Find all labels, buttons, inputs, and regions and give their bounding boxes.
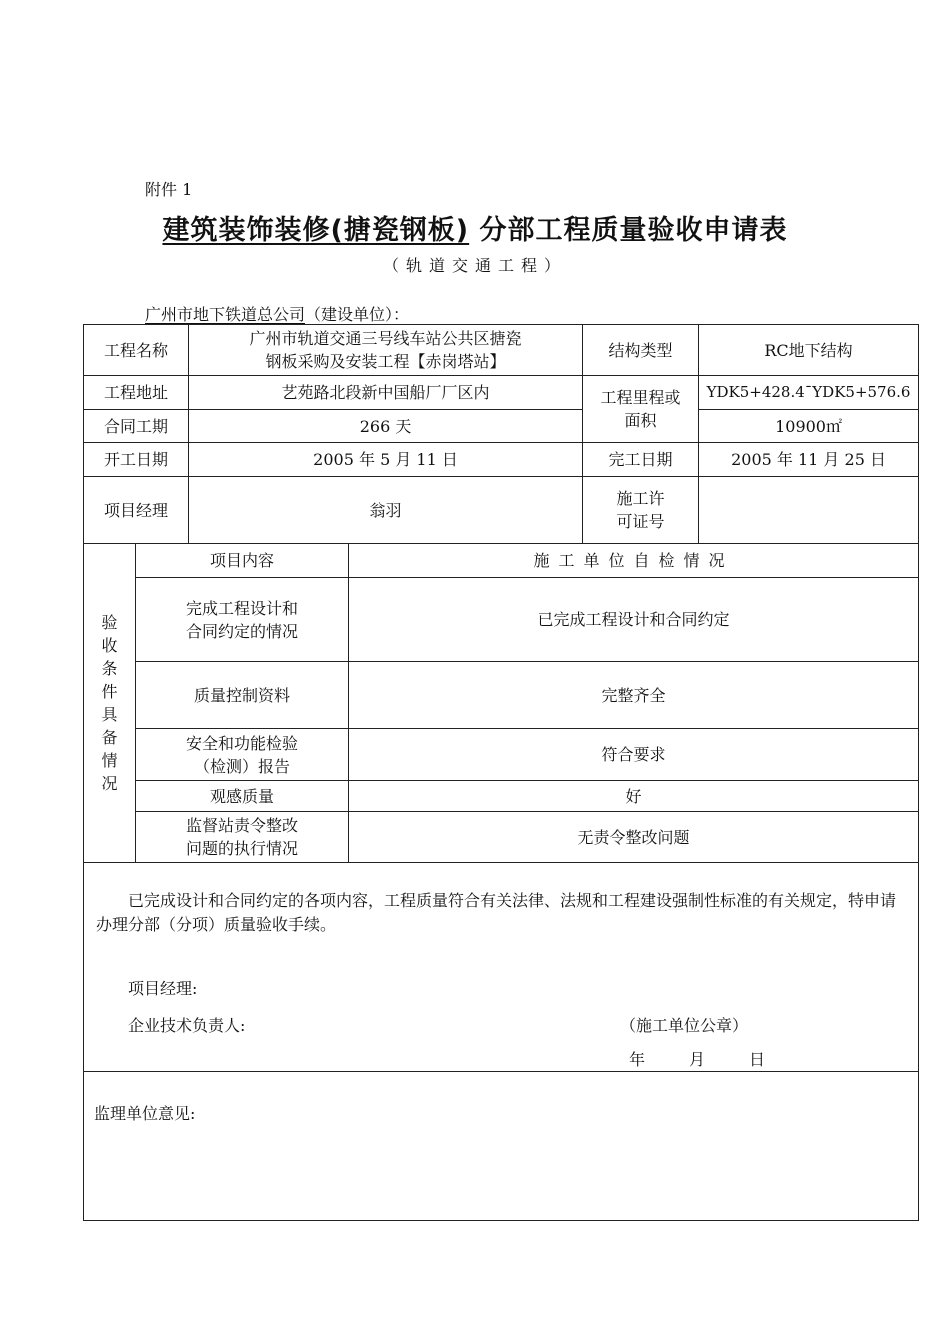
condition-value: 符合要求 [349,729,919,781]
mileage-label-line2: 面积 [624,411,657,430]
start-date-label: 开工日期 [84,443,189,477]
mileage-label [583,376,699,443]
side-char: 备 [101,728,118,747]
side-char: 验 [101,613,118,632]
col-item-header: 项目内容 [136,544,349,578]
title-underlined: 建筑装饰装修(搪瓷钢板) [162,215,470,246]
date-day: 日 [749,1050,766,1069]
condition-item-line1: 观感质量 [210,786,275,806]
declaration-seal: （施工单位公章） [620,1016,749,1035]
declaration-text: 已完成设计和合同约定的各项内容，工程质量符合有关法律、法规和工程建设强制性标准的有关规定，特申请办理分部（分项）质量验收手续。 [96,891,897,934]
condition-value: 完整齐全 [349,662,919,729]
side-char: 收 [101,636,118,655]
condition-item-line1: 质量控制资料 [194,685,291,705]
side-char: 件 [101,682,118,701]
condition-value: 已完成工程设计和合同约定 [349,578,919,662]
project-name-line1: 广州市轨道交通三号线车站公共区搪瓷 [249,329,522,348]
condition-value: 好 [349,781,919,812]
permit-value [699,477,919,544]
contract-period-value: 266 天 [189,410,583,443]
owner-suffix: （建设单位）： [305,305,410,324]
declaration-tech-lead: 企业技术负责人: [128,1016,246,1035]
condition-item-line1: 监督站责令整改 [186,816,299,835]
side-char: 具 [101,705,118,724]
structure-type-value: RC地下结构 [699,325,919,376]
side-char: 条 [101,659,118,678]
application-form [83,324,919,1221]
end-date-label: 完工日期 [583,443,699,477]
condition-item-line2: 合同约定的情况 [186,621,299,641]
condition-item [136,812,349,863]
area-value: 10900㎡ [699,410,919,443]
conditions-side-label [84,544,136,863]
project-name-line2: 钢板采购及安装工程【赤岗塔站】 [265,352,506,371]
start-date-value: 2005 年 5 月 11 日 [189,443,583,477]
side-char: 情 [101,751,118,770]
permit-label [583,477,699,544]
condition-item [136,781,349,812]
owner-line [145,302,409,325]
end-date-value: 2005 年 11 月 25 日 [699,443,919,477]
condition-item [136,662,349,729]
date-month: 月 [689,1050,706,1069]
condition-item-line2: 问题的执行情况 [186,839,299,858]
condition-item-line2: （检测）报告 [194,756,291,776]
permit-label-line1: 施工许 [616,489,665,508]
mileage-value: YDK5+428.4¯YDK5+576.6 [699,376,919,410]
condition-item [136,729,349,781]
address-value: 艺苑路北段新中国船厂厂区内 [189,376,583,410]
attachment-label: 附件 1 [145,180,193,199]
contract-period-label: 合同工期 [84,410,189,443]
declaration-date [629,1048,765,1071]
page-title [0,208,950,247]
owner-name: 广州市地下铁道总公司 [145,305,306,324]
title-rest: 分部工程质量验收申请表 [479,215,788,246]
address-label: 工程地址 [84,376,189,410]
mileage-label-line1: 工程里程或 [600,388,681,407]
structure-type-label: 结构类型 [583,325,699,376]
date-year: 年 [629,1050,646,1069]
condition-item [136,578,349,662]
condition-item-line1: 安全和功能检验 [186,733,299,753]
side-char: 况 [101,774,118,793]
condition-value: 无责令整改问题 [349,812,919,863]
declaration-cell [84,863,919,1072]
manager-label: 项目经理 [84,477,189,544]
page-subtitle: （轨道交通工程） [382,256,567,275]
declaration-project-manager: 项目经理: [128,979,198,998]
project-name-value [189,325,583,376]
supervision-label: 监理单位意见: [94,1104,196,1123]
manager-value: 翁羽 [189,477,583,544]
permit-label-line2: 可证号 [616,512,665,531]
col-check-header: 施工单位自检情况 [349,544,919,578]
project-name-label: 工程名称 [84,325,189,376]
supervision-cell [84,1072,919,1221]
condition-item-line1: 完成工程设计和 [186,598,299,618]
